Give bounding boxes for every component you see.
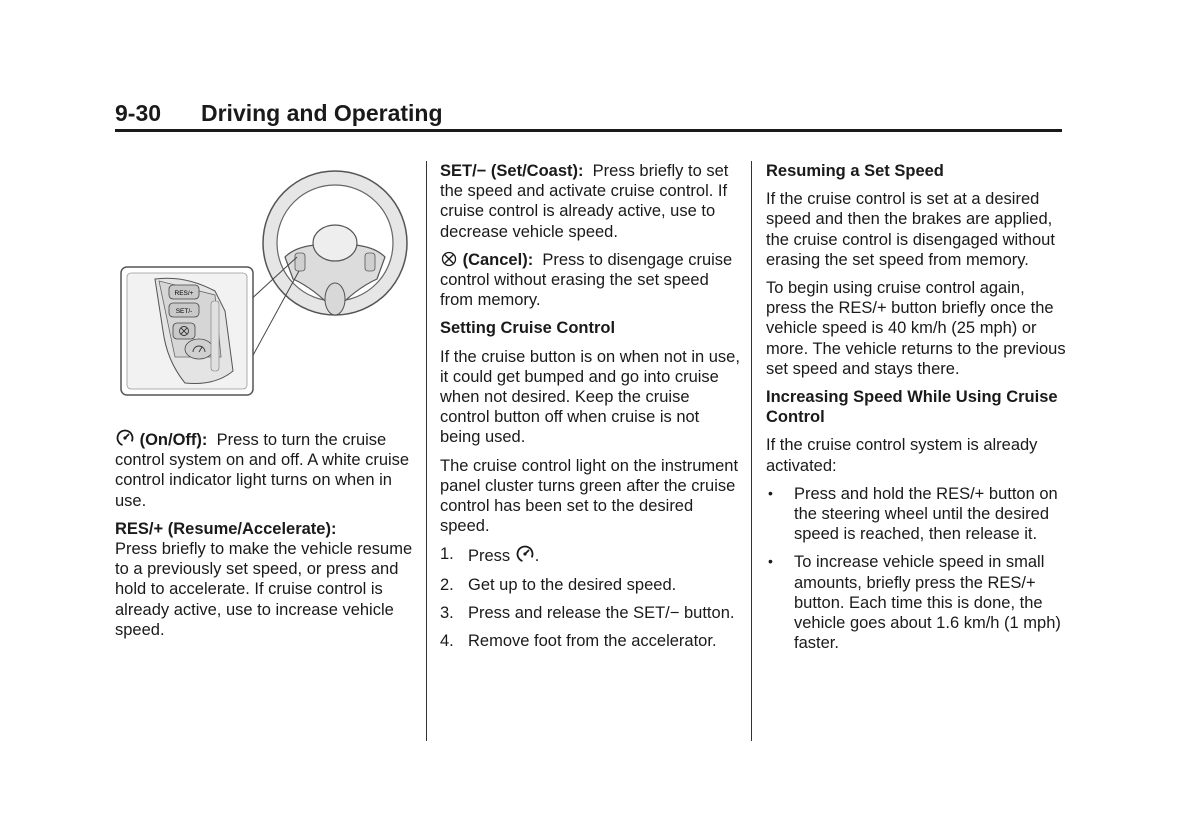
res-term: RES/+ (Resume/Accelerate):	[115, 519, 337, 538]
list-item	[440, 603, 740, 623]
list-item	[440, 575, 740, 595]
cancel-term: (Cancel):	[462, 250, 534, 269]
onoff-paragraph	[115, 428, 413, 511]
header-rule	[115, 129, 1062, 132]
list-item	[766, 484, 1066, 545]
cancel-text: Press to disengage cruise control without erasing the set speed from memory.	[440, 250, 733, 310]
list-item	[766, 552, 1066, 653]
bullet-icon: •	[768, 484, 773, 501]
cruise-control-icon	[515, 544, 535, 564]
cancel-paragraph	[440, 250, 740, 311]
set-paragraph	[440, 161, 740, 242]
section-title: Driving and Operating	[201, 100, 443, 126]
step-number: 3.	[440, 603, 454, 622]
step-text: Press and release the SET/− button.	[468, 603, 735, 622]
res-paragraph	[115, 519, 413, 640]
cruise-control-icon	[115, 428, 135, 448]
setting-paragraph-1: If the cruise button is on when not in use, it could get bumped and go into cruise when not desired. Keep the cruise control button off when cruise is not being used.	[440, 347, 740, 447]
list-item	[440, 544, 740, 566]
steering-wheel-figure	[115, 161, 415, 411]
step-number: 2.	[440, 575, 454, 594]
column-1	[115, 428, 413, 648]
increase-heading: Increasing Speed While Using Cruise Control	[766, 388, 1058, 427]
set-term: SET/− (Set/Coast):	[440, 162, 584, 180]
increase-paragraph: If the cruise control system is already activated:	[766, 436, 1038, 475]
controls-inset	[121, 267, 253, 395]
column-divider-1	[426, 161, 427, 741]
page-header	[115, 100, 1062, 130]
onoff-text: Press to turn the cruise control system on and off. A white cruise control indicator light turns on when in use.	[115, 431, 410, 510]
steps-list	[440, 544, 740, 651]
resume-paragraph-2: To begin using cruise control again, press the RES/+ button briefly once the vehicle speed is 40 km/h (25 mph) or more. The vehicle returns to the previous set speed and stays there.	[766, 279, 1066, 378]
list-item	[440, 631, 740, 651]
page-number: 9-30	[115, 100, 162, 126]
bullet-list	[766, 484, 1066, 654]
resume-paragraph-1: If the cruise control is set at a desired speed and then the brakes are applied, the cruise control is disengaged without erasing the set speed from memory.	[766, 190, 1055, 269]
bullet-icon: •	[768, 553, 773, 570]
step-number: 1.	[440, 545, 454, 564]
steering-wheel-illustration	[115, 161, 415, 411]
res-text: Press briefly to make the vehicle resume to a previously set speed, or press and hold to accelerate. If cruise control is already active, use to increase vehicle speed.	[115, 540, 413, 639]
set-text: Press briefly to set the speed and activate cruise control. If cruise control is already active, use to decrease vehicle speed.	[440, 162, 729, 241]
step-text: Press	[468, 547, 511, 566]
step-text: Remove foot from the accelerator.	[468, 632, 717, 651]
column-3	[766, 161, 1066, 661]
bullet-text: Press and hold the RES/+ button on the steering wheel until the desired speed is reached, then release it.	[794, 484, 1058, 544]
column-2	[440, 161, 740, 659]
onoff-term: (On/Off):	[139, 431, 208, 449]
setting-paragraph-2: The cruise control light on the instrument panel cluster turns green after the cruise control has been set to the desired speed.	[440, 456, 739, 536]
steering-wheel	[263, 171, 407, 315]
column-divider-2	[751, 161, 752, 741]
step-text-end: .	[534, 547, 540, 566]
step-text: Get up to the desired speed.	[468, 575, 677, 594]
bullet-text: To increase vehicle speed in small amounts, briefly press the RES/+ button. Each time this is done, the vehicle goes about 1.6 km/h (1 mph) faster.	[794, 553, 1061, 653]
resume-heading: Resuming a Set Speed	[766, 162, 944, 180]
res-label: RES/+	[174, 290, 194, 297]
set-label: SET/-	[175, 308, 193, 315]
step-number: 4.	[440, 632, 454, 651]
setting-heading: Setting Cruise Control	[440, 319, 616, 338]
cancel-icon	[440, 250, 458, 268]
